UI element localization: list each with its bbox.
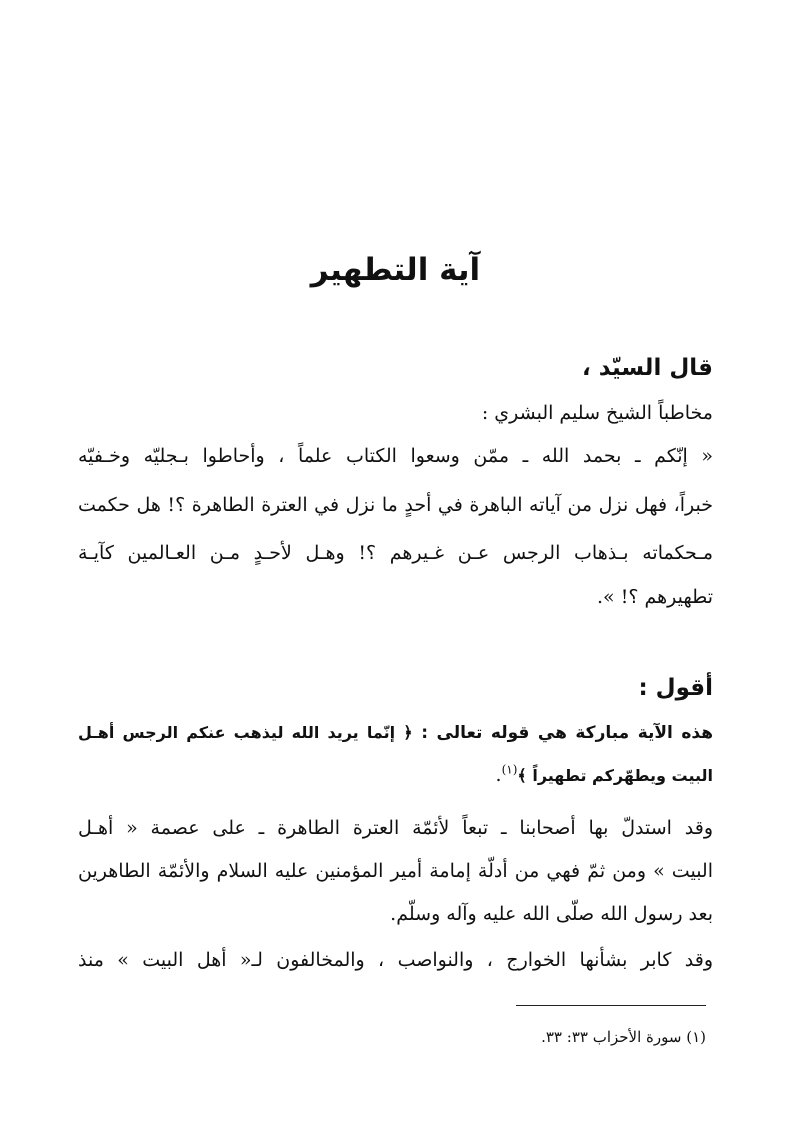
paragraph2-line-1: وقد استدلّ بها أصحابنا ـ تبعاً لأئمّة العترة الطاهرة ـ على عصمة « أهـل (78, 817, 713, 839)
verse-text-part1: ﴿ إنّما يريد الله ليذهب عنكم الرجس أهـل (78, 723, 413, 742)
quote-line-4: تطهيرهم ؟! ». (597, 586, 713, 608)
quote-line-2: خبراً، فهل نزل من آياته الباهرة في أحدٍ ما نزل في العترة الطاهرة ؟! هل حكمت (78, 494, 713, 516)
quote-line-1: « إنّكم ـ بحمد الله ـ ممّن وسعوا الكتاب علماً ، وأحاطوا بـجليّه وخـفيّه (78, 445, 713, 467)
addressee-line: مخاطباً الشيخ سليم البشري : (481, 402, 713, 424)
footnote-marker: (١) (501, 762, 518, 777)
paragraph3-line-1: وقد كابر بشأنها الخوارج ، والنواصب ، والمخالفون لـ« أهل البيت » منذ (78, 949, 713, 971)
chapter-title: آية التطهير (310, 252, 481, 288)
speaker-heading: قال السيّد ، (581, 355, 713, 381)
verse-line-tail: . (495, 764, 502, 786)
response-heading: أقول : (638, 675, 713, 701)
paragraph2-line-2: البيت » ومن ثمّ فهي من أدلّة إمامة أمير المؤمنين عليه السلام والأئمّة الطاهرين (78, 860, 713, 882)
verse-line-2 (496, 760, 713, 791)
verse-line-1 (78, 717, 713, 748)
footnote-divider (516, 1005, 706, 1006)
verse-intro: هذه الآية مباركة هي قوله تعالى : (421, 723, 714, 743)
verse-text-part2: البيت ويطهّركم تطهيراً ﴾ (517, 766, 713, 785)
paragraph2-line-3: بعد رسول الله صلّى الله عليه وآله وسلّم. (390, 903, 713, 925)
quote-line-3: مـحكماته بـذهاب الرجس عـن غـيرهم ؟! وهـل لأحـدٍ مـن العـالمين كآيـة (78, 542, 713, 564)
footnote: (١) سورة الأحزاب ٣٣: ٣٣. (541, 1028, 706, 1046)
